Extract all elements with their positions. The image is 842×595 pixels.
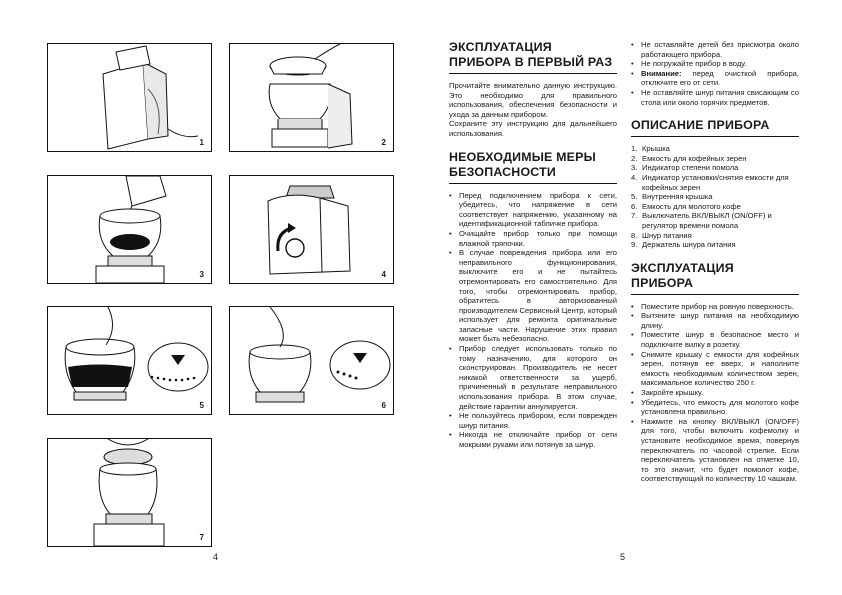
list-item: • Поместите прибор на ровную поверхность. [631,302,799,312]
attention-text: перед очисткой прибора, отключите его от сети. [641,68,799,88]
attention-label: Внимание: [641,68,682,78]
list-item: 1. Крышка [631,144,670,154]
list-item: 5. Внутренняя крышка [631,192,713,202]
figure-5 [47,306,212,415]
figure-number: 6 [381,401,386,410]
list-item: • Никогда не отключайте прибор от сети мокрыми руками или потянув за шнур. [449,430,617,449]
list-item: • Не оставляйте шнур питания свисающим со стола или около горячих предметов. [631,88,799,107]
safety-list-continued [631,40,799,107]
list-item [631,69,799,88]
list-item: • Не пользуйтесь прибором, если поврежден шнур питания. [449,411,617,430]
list-item: 2. Емкость для кофейных зерен [631,153,747,163]
list-item: • Нажмите на кнопку ВКЛ/ВЫКЛ (ON/OFF) для того, чтобы включить кофемолку и установите необходимое время, повернув переключатель по часовой стрелке. Если переключатель установлен на отметке 10, то это значит, что будет помолот кофе, соответствующий по количеству 10 чашкам. [631,417,799,484]
intro-paragraph: Прочитайте внимательно данную инструкцию. Это необходимо для правильного использования, обеспечения безопасности и ухода за данным прибором. [449,81,617,119]
list-item: • Убедитесь, что емкость для молотого кофе установлена правильно. [631,398,799,417]
list-item: 8. Шнур питания [631,230,692,240]
list-item: • Поместите шнур в безопасное место и подключите вилку в розетку. [631,330,799,349]
list-item: 7. Выключатель ВКЛ/ВЫКЛ (ON/OFF) и регулятор времени помола [631,211,772,230]
heading-operation: ЭКСПЛУАТАЦИЯ ПРИБОРА [631,261,799,295]
page-number-left: 4 [213,552,219,562]
list-item: • Прибор следует использовать только по тому назначению, для которого он сконструирован. Производитель не несет никакой ответственности за ущерб, причиненный в результате неправильного использования прибора. В этом случае, действие гарантии аннулируется. [449,344,617,411]
figure-number: 4 [381,270,386,279]
figure-number: 5 [199,401,204,410]
heading-safety: НЕОБХОДИМЫЕ МЕРЫ БЕЗОПАСНОСТИ [449,150,617,184]
figure-number: 2 [381,138,386,147]
list-item: • Снимите крышку с емкости для кофейных зерен, потянув ее вверх, и наполните емкость необходимым количеством зерен, максимальное количество 250 г. [631,350,799,388]
figure-1 [47,43,212,152]
page-number-right: 5 [620,552,626,562]
heading-description: ОПИСАНИЕ ПРИБОРА [631,118,799,137]
list-item: • Не погружайте прибор в воду. [631,59,799,69]
figure-3 [47,175,212,284]
heading-first-use: ЭКСПЛУАТАЦИЯ ПРИБОРА В ПЕРВЫЙ РАЗ [449,40,617,74]
keep-manual-paragraph: Сохраните эту инструкцию для дальнейшего использования. [449,119,617,138]
list-item: • Закройте крышку. [631,388,799,398]
list-item: • Не оставляйте детей без присмотра около работающего прибора. [631,40,799,59]
list-item: • Очищайте прибор только при помощи влажной тряпочки. [449,229,617,248]
figure-number: 7 [199,533,204,542]
list-item: • Вытяните шнур питания на необходимую длину. [631,311,799,330]
list-item: • Перед подключением прибора к сети, убедитесь, что напряжение в сети соответствует напряжению, указанному на идентификационной табличке прибора. [449,191,617,229]
figure-7 [47,438,212,547]
figure-number: 1 [199,138,204,147]
list-item: • В случае повреждения прибора или его неправильного функционирования, выключите его и не пытайтесь отремонтировать его самостоятельно. Для того, чтобы отремонтировать прибор, обратитесь в авторизованный производителем Сервисный Центр, который использует для ремонта оригинальные запасные части. Нарушение этих правил может быть небезопасно. [449,248,617,344]
list-item: 4. Индикатор установки/снятия емкости для кофейных зерен [631,172,789,192]
operation-list [631,302,799,484]
safety-list [449,191,617,450]
list-item: 6. Емкость для молотого кофе [631,201,741,211]
parts-list [631,144,799,250]
list-item: 3. Индикатор степени помола [631,163,739,173]
figure-number: 3 [199,270,204,279]
figure-2 [229,43,394,152]
text-column-a [449,40,617,450]
list-item: 9. Держатель шнура питания [631,240,736,250]
figure-6 [229,306,394,415]
text-column-b [631,40,799,484]
figure-4 [229,175,394,284]
